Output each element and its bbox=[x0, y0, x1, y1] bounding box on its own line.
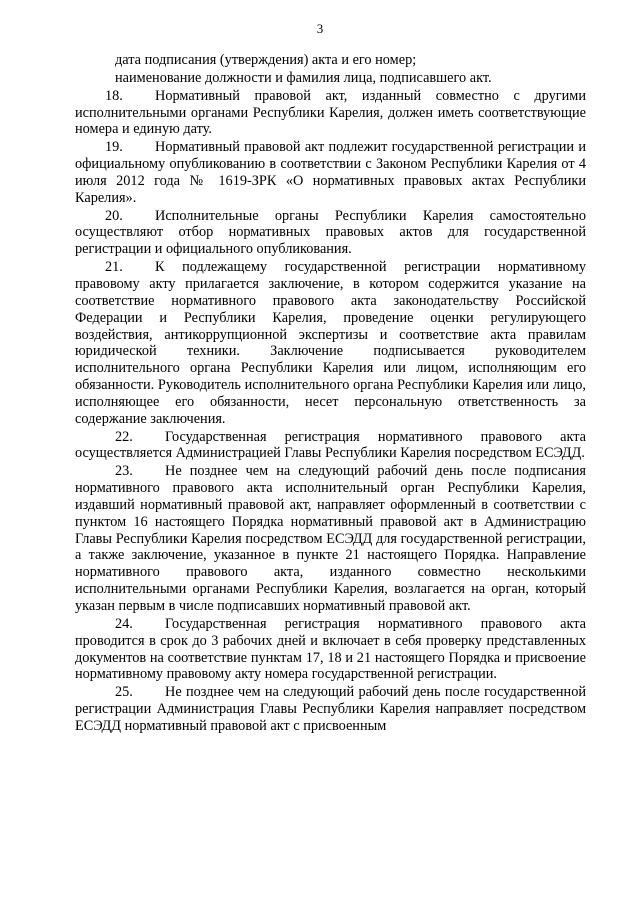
paragraph-22 bbox=[75, 429, 586, 463]
page-number: 3 bbox=[316, 21, 324, 36]
paragraph-21 bbox=[75, 259, 586, 427]
paragraph-number: 19. bbox=[105, 139, 123, 156]
paragraph-25 bbox=[75, 684, 586, 735]
paragraph-text: Не позднее чем на следующий рабочий день после государственной регистрации Администрация Главы Республики Карелия направляет посредством ЕСЭДД нормативный правовой акт с присвоенным bbox=[75, 684, 586, 734]
intro-line-2: наименование должности и фамилия лица, подписавшего акт. bbox=[115, 69, 492, 86]
paragraph-text: Государственная регистрация нормативного правового акта проводится в срок до 3 рабочих дней и включает в себя проверку представленных документов на соответствие пунктам 17, 18 и 21 настоящего Порядка и присвоение нормативному правовому акту номера государственной регистрации. bbox=[75, 615, 586, 683]
paragraph-text: Исполнительные органы Республики Карелия самостоятельно осуществляют отбор нормативных правовых актов для государственной регистрации и официального опубликования. bbox=[75, 207, 586, 258]
paragraph-number: 23. bbox=[115, 463, 133, 480]
paragraph-text: Нормативный правовой акт подлежит государственной регистрации и официальному опубликованию в соответствии с Законом Республики Карелия от 4 июля 2012 года № 1619-ЗРК «О нормативных правовых актах Республики Карелия». bbox=[75, 139, 586, 206]
paragraph-24 bbox=[75, 616, 586, 683]
paragraph-number: 24. bbox=[115, 615, 133, 632]
paragraph-number: 22. bbox=[115, 428, 133, 445]
paragraph-number: 25. bbox=[115, 684, 133, 701]
paragraph-text: Не позднее чем на следующий рабочий день после подписания нормативного правового акта исполнительный орган Республики Карелия, издавший нормативный правовой акт, направляет оформленный в соответствии с пунктом 16 настоящего Порядка нормативный правовой акт в Администрацию Главы Республики Карелия посредством ЕСЭДД для государственной регистрации, а также заключение, указанное в пункте 21 настоящего Порядка. Направление нормативного правового акта, изданного совместно несколькими исполнительными органами Республики Карелия, возлагается на орган, который указан первым в числе подписавших нормативный правовой акт. bbox=[75, 463, 586, 614]
paragraph-text: Нормативный правовой акт, изданный совместно с другими исполнительными органами Республики Карелия, должен иметь соответствующие номера и единую дату. bbox=[75, 87, 586, 138]
paragraph-text: К подлежащему государственной регистрации нормативному правовому акту прилагается заключение, в котором содержится указание на соответствие нормативного правового акта законодательству Российской Федерации и Республики Карелия, проведение оценки регулирующего воздействия, антикоррупционной экспертизы и соответствие акта правилам юридической техники. Заключение подписывается руководителем исполнительного органа Республики Карелия или лицом, исполняющим его обязанности. Руководитель исполнительного органа Республики Карелия или лицо, исполняющее его обязанности, несет персональную ответственность за содержание заключения. bbox=[75, 259, 586, 427]
paragraph-18 bbox=[75, 88, 586, 139]
paragraph-text: Государственная регистрация нормативного правового акта осуществляется Администрацией Главы Республики Карелия посредством ЕСЭДД. bbox=[75, 428, 586, 462]
document-body bbox=[75, 52, 586, 736]
paragraph-23 bbox=[75, 463, 586, 615]
paragraph-20 bbox=[75, 208, 586, 259]
paragraph-19 bbox=[75, 139, 586, 206]
paragraph-number: 18. bbox=[105, 87, 123, 104]
paragraph-number: 21. bbox=[105, 259, 123, 276]
intro-line-1: дата подписания (утверждения) акта и его номер; bbox=[115, 52, 417, 68]
paragraph-number: 20. bbox=[105, 207, 123, 224]
